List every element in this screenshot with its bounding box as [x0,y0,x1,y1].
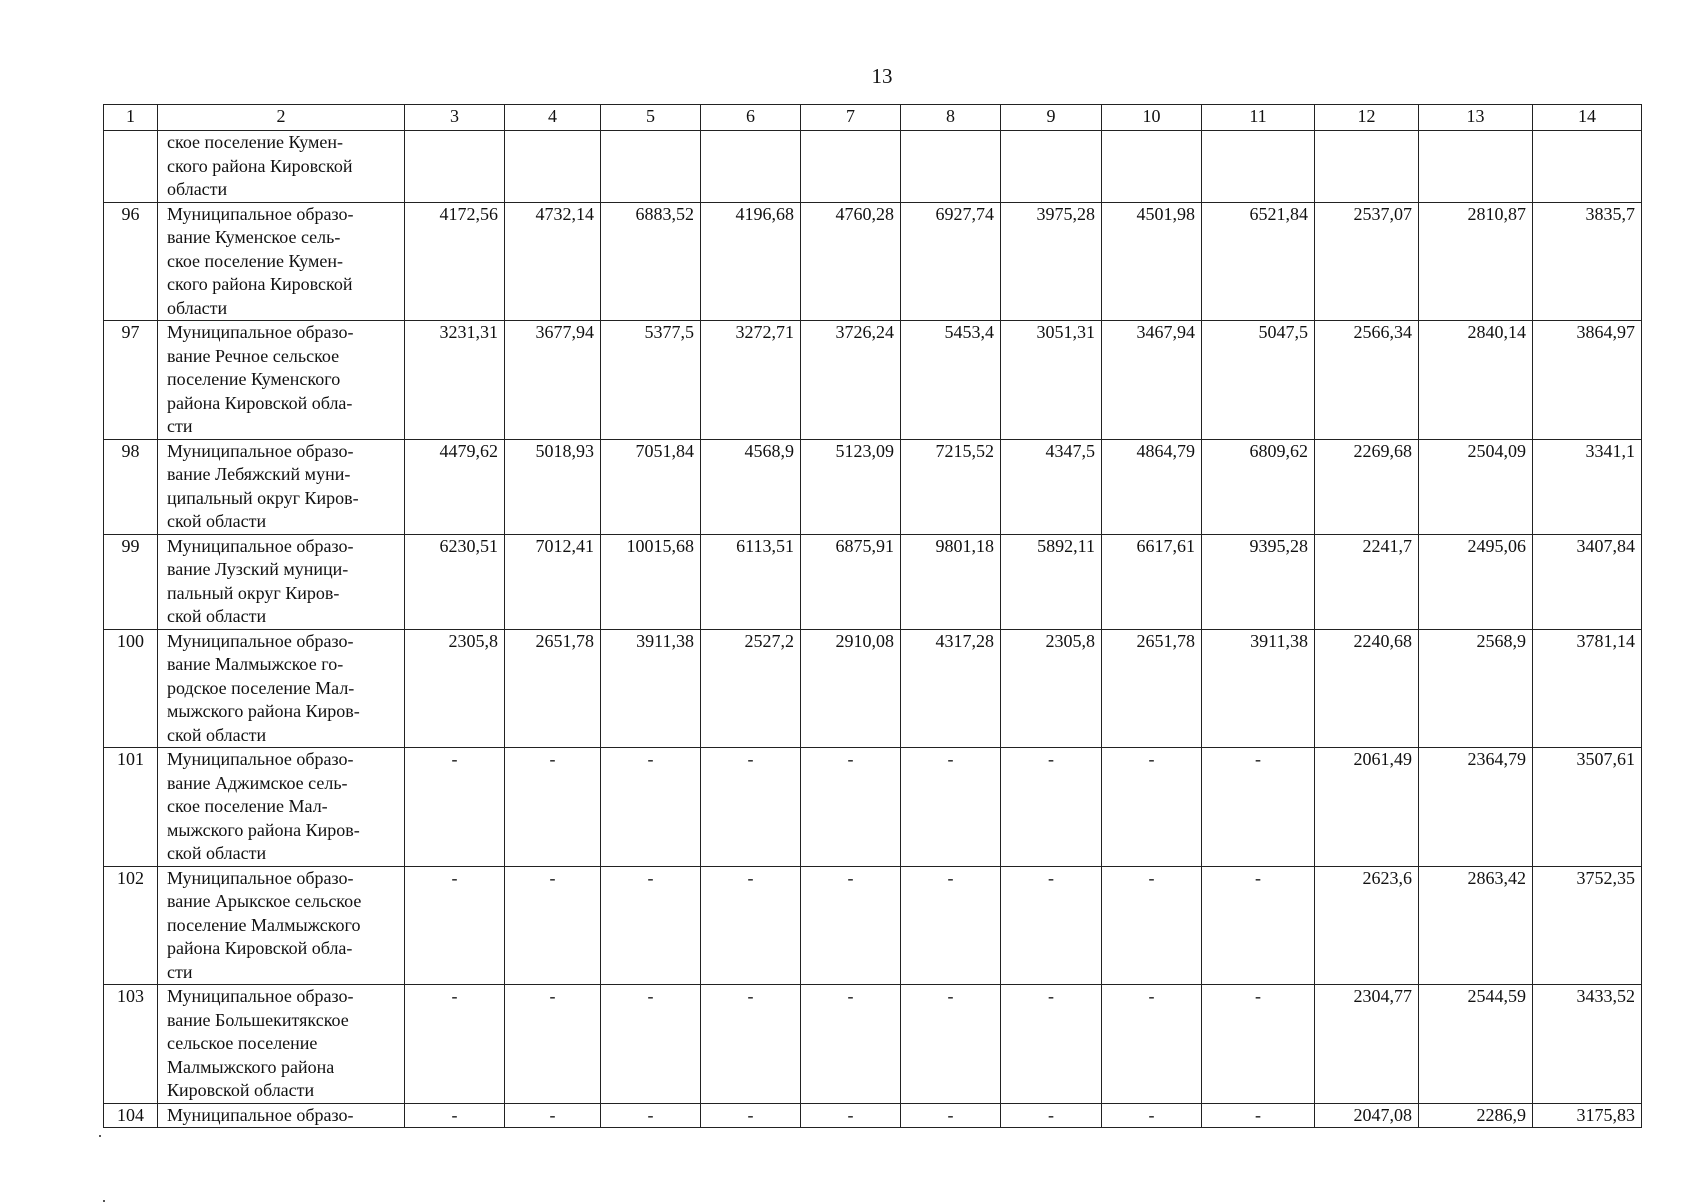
value-cell: - [801,866,901,985]
value-cell: 2305,8 [1001,629,1102,748]
table-row [104,321,1642,440]
row-number: 96 [104,202,158,321]
row-number: 97 [104,321,158,440]
value-cell: - [405,985,505,1104]
value-cell: 2651,78 [505,629,601,748]
value-cell: - [505,866,601,985]
value-cell: - [1202,748,1315,867]
value-cell: 2241,7 [1315,534,1419,629]
value-cell: - [601,748,701,867]
value-cell: - [801,1103,901,1128]
value-cell: 4172,56 [405,202,505,321]
value-cell: 3911,38 [601,629,701,748]
value-cell: - [601,866,701,985]
municipality-name: ское поселение Кумен- ского района Кировской области [158,131,405,203]
value-cell: 6113,51 [701,534,801,629]
value-cell: 2240,68 [1315,629,1419,748]
value-cell: - [505,985,601,1104]
municipality-name: Муниципальное образо- вание Малмыжское го- родское поселение Мал- мыжского района Киров- ской области [158,629,405,748]
value-cell: 2305,8 [405,629,505,748]
municipality-name: Муниципальное образо- вание Речное сельское поселение Куменского района Кировской обла- сти [158,321,405,440]
value-cell: 2810,87 [1419,202,1533,321]
value-cell: 3864,97 [1533,321,1642,440]
table-row [104,131,1642,203]
value-cell: 2651,78 [1102,629,1202,748]
value-cell: 3677,94 [505,321,601,440]
value-cell: 4196,68 [701,202,801,321]
row-number: 99 [104,534,158,629]
table-row [104,534,1642,629]
column-header: 5 [601,105,701,131]
row-number: 98 [104,439,158,534]
municipality-name: Муниципальное образо- вание Арыкское сельское поселение Малмыжского района Кировской обла- сти [158,866,405,985]
value-cell [701,131,801,203]
value-cell: 6521,84 [1202,202,1315,321]
table-row [104,629,1642,748]
value-cell: - [1202,866,1315,985]
value-cell: 3175,83 [1533,1103,1642,1128]
value-cell: 7051,84 [601,439,701,534]
value-cell: 4760,28 [801,202,901,321]
value-cell: - [405,1103,505,1128]
value-cell: - [901,866,1001,985]
row-number: 103 [104,985,158,1104]
value-cell: 4347,5 [1001,439,1102,534]
value-cell: 4732,14 [505,202,601,321]
municipality-name: Муниципальное образо- вание Куменское сель- ское поселение Кумен- ского района Кировской области [158,202,405,321]
value-cell [1419,131,1533,203]
row-number: 101 [104,748,158,867]
value-cell [1315,131,1419,203]
value-cell [801,131,901,203]
value-cell: 3433,52 [1533,985,1642,1104]
value-cell: 2304,77 [1315,985,1419,1104]
value-cell: 2544,59 [1419,985,1533,1104]
value-cell: 10015,68 [601,534,701,629]
value-cell [405,131,505,203]
value-cell: - [1001,748,1102,867]
value-cell: - [701,748,801,867]
value-cell: 6617,61 [1102,534,1202,629]
data-table [103,104,1642,1128]
value-cell: - [505,748,601,867]
value-cell: 3975,28 [1001,202,1102,321]
value-cell: 5892,11 [1001,534,1102,629]
value-cell: 3341,1 [1533,439,1642,534]
row-number: 102 [104,866,158,985]
table-row [104,866,1642,985]
value-cell [1533,131,1642,203]
value-cell: 5377,5 [601,321,701,440]
value-cell: 4568,9 [701,439,801,534]
value-cell [1001,131,1102,203]
value-cell: - [601,1103,701,1128]
row-number [104,131,158,203]
municipality-name: Муниципальное образо- [158,1103,405,1128]
municipality-name: Муниципальное образо- вание Большекитякское сельское поселение Малмыжского района Кировской области [158,985,405,1104]
value-cell: 6230,51 [405,534,505,629]
value-cell: 9801,18 [901,534,1001,629]
value-cell: 4479,62 [405,439,505,534]
value-cell [1202,131,1315,203]
table-row [104,1103,1642,1128]
value-cell: 4501,98 [1102,202,1202,321]
value-cell: 2566,34 [1315,321,1419,440]
value-cell: 2061,49 [1315,748,1419,867]
value-cell: 9395,28 [1202,534,1315,629]
column-header: 3 [405,105,505,131]
row-number: 100 [104,629,158,748]
value-cell: 5453,4 [901,321,1001,440]
value-cell: 3752,35 [1533,866,1642,985]
value-cell: - [901,985,1001,1104]
column-header: 11 [1202,105,1315,131]
column-header: 7 [801,105,901,131]
value-cell: - [901,1103,1001,1128]
value-cell: - [1102,866,1202,985]
value-cell: 6927,74 [901,202,1001,321]
value-cell: - [601,985,701,1104]
value-cell: 3911,38 [1202,629,1315,748]
value-cell: 5047,5 [1202,321,1315,440]
column-header: 12 [1315,105,1419,131]
value-cell: 2286,9 [1419,1103,1533,1128]
value-cell: - [801,748,901,867]
value-cell: - [701,1103,801,1128]
value-cell [505,131,601,203]
page-number: 13 [871,64,893,88]
value-cell: 4864,79 [1102,439,1202,534]
value-cell: - [1202,1103,1315,1128]
value-cell: 3835,7 [1533,202,1642,321]
value-cell: 6883,52 [601,202,701,321]
column-header: 8 [901,105,1001,131]
municipality-name: Муниципальное образо- вание Аджимское сель- ское поселение Мал- мыжского района Киров- ской области [158,748,405,867]
value-cell: - [405,866,505,985]
value-cell: 3407,84 [1533,534,1642,629]
value-cell: - [1102,748,1202,867]
value-cell: 3272,71 [701,321,801,440]
value-cell: 2537,07 [1315,202,1419,321]
municipality-name: Муниципальное образо- вание Лузский муници- пальный округ Киров- ской области [158,534,405,629]
value-cell: - [1102,985,1202,1104]
value-cell: 2840,14 [1419,321,1533,440]
value-cell: 2568,9 [1419,629,1533,748]
value-cell: - [1001,866,1102,985]
value-cell: - [1202,985,1315,1104]
table-row [104,985,1642,1104]
value-cell: 5018,93 [505,439,601,534]
value-cell: 3507,61 [1533,748,1642,867]
column-header: 9 [1001,105,1102,131]
value-cell: - [801,985,901,1104]
value-cell [901,131,1001,203]
value-cell: 4317,28 [901,629,1001,748]
value-cell: 3781,14 [1533,629,1642,748]
value-cell: 7012,41 [505,534,601,629]
municipality-name: Муниципальное образо- вание Лебяжский муни- ципальный округ Киров- ской области [158,439,405,534]
value-cell: - [701,866,801,985]
column-header: 1 [104,105,158,131]
value-cell: 2495,06 [1419,534,1533,629]
value-cell: 6809,62 [1202,439,1315,534]
value-cell: 3726,24 [801,321,901,440]
row-number: 104 [104,1103,158,1128]
column-number-row [104,105,1642,131]
value-cell: - [1001,985,1102,1104]
table-row [104,439,1642,534]
column-header: 13 [1419,105,1533,131]
value-cell [601,131,701,203]
column-header: 6 [701,105,801,131]
column-header: 2 [158,105,405,131]
scan-mark [99,1135,101,1137]
column-header: 10 [1102,105,1202,131]
value-cell: 3051,31 [1001,321,1102,440]
value-cell: - [901,748,1001,867]
value-cell: 5123,09 [801,439,901,534]
value-cell: 2504,09 [1419,439,1533,534]
value-cell: - [405,748,505,867]
table-row [104,748,1642,867]
value-cell: 3467,94 [1102,321,1202,440]
value-cell: 7215,52 [901,439,1001,534]
value-cell: - [1001,1103,1102,1128]
value-cell: 2863,42 [1419,866,1533,985]
value-cell: 6875,91 [801,534,901,629]
value-cell: - [701,985,801,1104]
column-header: 4 [505,105,601,131]
table-body [104,131,1642,1128]
value-cell: 2047,08 [1315,1103,1419,1128]
value-cell: 3231,31 [405,321,505,440]
value-cell: 2527,2 [701,629,801,748]
value-cell: 2269,68 [1315,439,1419,534]
value-cell: - [1102,1103,1202,1128]
table-row [104,202,1642,321]
value-cell: - [505,1103,601,1128]
value-cell [1102,131,1202,203]
column-header: 14 [1533,105,1642,131]
value-cell: 2623,6 [1315,866,1419,985]
value-cell: 2910,08 [801,629,901,748]
value-cell: 2364,79 [1419,748,1533,867]
